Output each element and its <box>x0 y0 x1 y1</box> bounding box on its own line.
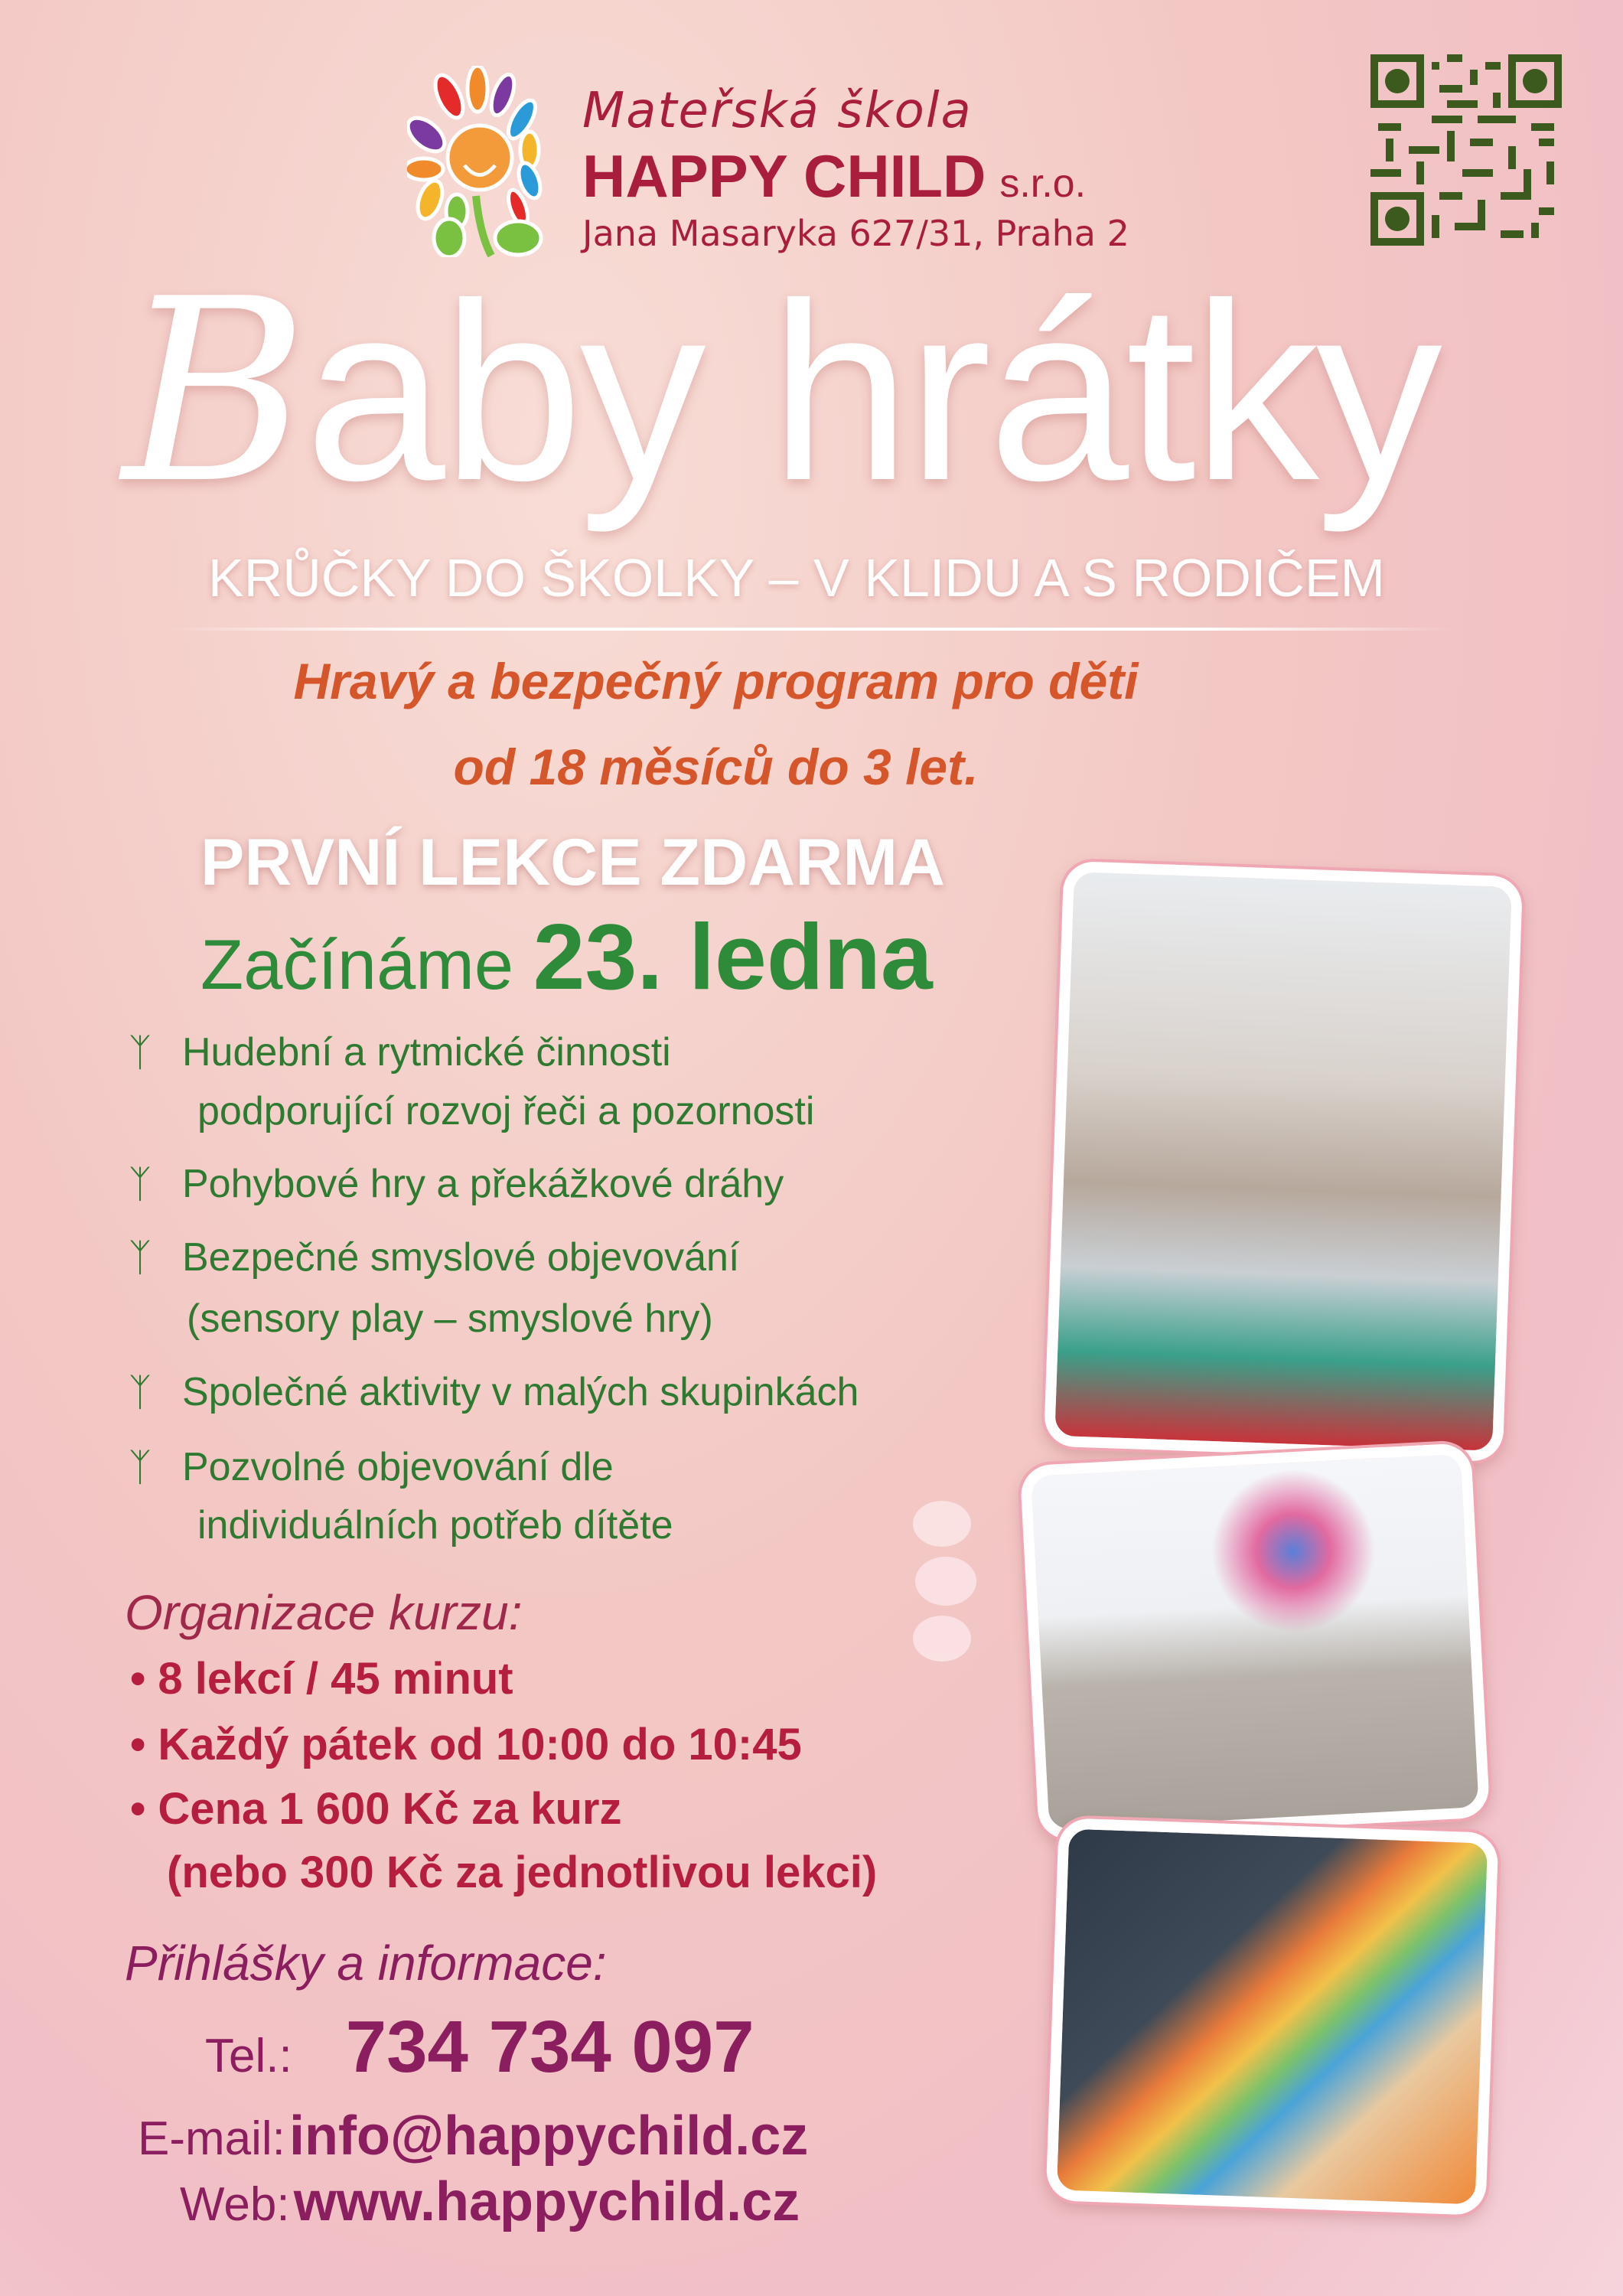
contact-heading: Přihlášky a informace: <box>125 1936 607 1991</box>
feature-text: Společné aktivity v malých skupinkách <box>182 1370 859 1414</box>
organization-item: • Každý pátek od 10:00 do 10:45 <box>130 1720 802 1769</box>
school-type: Mateřská škola <box>582 83 973 139</box>
bunny-icon: ᛉ <box>129 1446 152 1489</box>
feature-text: (sensory play – smyslové hry) <box>187 1296 713 1341</box>
start-prefix: Začínáme <box>200 926 514 1004</box>
bunny-icon: ᛉ <box>129 1031 152 1074</box>
tagline-line-1: Hravý a bezpečný program pro děti <box>293 653 1139 709</box>
feature-item <box>129 1234 739 1280</box>
phone-number[interactable]: 734 734 097 <box>345 2006 754 2088</box>
web-label: Web: <box>180 2178 290 2231</box>
feature-item-cont <box>129 1296 713 1342</box>
school-suffix: s.r.o. <box>999 161 1087 206</box>
main-title <box>122 245 1439 539</box>
organization-heading: Organizace kurzu: <box>125 1585 523 1640</box>
feature-text: Pozvolné objevování dle <box>182 1445 614 1489</box>
title-rest: aby hrátky <box>305 250 1439 533</box>
happy-child-flower-logo <box>407 66 560 257</box>
feature-text: individuálních potřeb dítěte <box>197 1503 673 1548</box>
bunny-icon: ᛉ <box>129 1163 152 1205</box>
school-address: Jana Masaryka 627/31, Praha 2 <box>582 213 1129 254</box>
photo-baby-xylophone <box>1045 1818 1498 2216</box>
school-name-text: HAPPY CHILD <box>582 142 986 210</box>
feature-text: Hudební a rytmické činnosti <box>182 1030 671 1075</box>
phone-row <box>205 2005 754 2089</box>
feature-text: Pohybové hry a překážkové dráhy <box>182 1162 784 1206</box>
feature-item <box>129 1029 671 1075</box>
birds-decoration-icon <box>900 1493 984 1669</box>
start-date <box>200 903 933 1010</box>
ornamental-divider <box>168 628 1454 631</box>
photo-painted-hands <box>1020 1443 1491 1841</box>
organization-item: • Cena 1 600 Kč za kurz <box>130 1784 622 1834</box>
email-label: E-mail: <box>138 2112 285 2165</box>
feature-text: Bezpečné smyslové objevování <box>182 1235 740 1280</box>
organization-item-cont: (nebo 300 Kč za jednotlivou lekci) <box>167 1848 878 1897</box>
first-lesson-free: PRVNÍ LEKCE ZDARMA <box>200 826 946 899</box>
organization-item-text: 8 lekcí / 45 minut <box>158 1654 513 1704</box>
title-initial: B <box>122 245 305 539</box>
organization-item: • 8 lekcí / 45 minut <box>130 1654 513 1704</box>
photo-mother-and-baby <box>1044 861 1523 1462</box>
web-link[interactable]: www.happychild.cz <box>293 2171 800 2232</box>
phone-label: Tel.: <box>205 2030 292 2082</box>
feature-item-cont <box>129 1502 673 1548</box>
email-row <box>138 2105 808 2167</box>
email-link[interactable]: info@happychild.cz <box>289 2105 809 2167</box>
school-name <box>582 142 1086 211</box>
feature-text: podporující rozvoj řeči a pozornosti <box>197 1089 815 1133</box>
bunny-icon: ᛉ <box>129 1236 152 1279</box>
feature-item-cont <box>129 1088 814 1134</box>
bunny-icon: ᛉ <box>129 1371 152 1414</box>
feature-item <box>129 1444 614 1490</box>
feature-item <box>129 1161 784 1207</box>
organization-item-text: Každý pátek od 10:00 do 10:45 <box>158 1720 802 1769</box>
qr-code[interactable] <box>1369 54 1563 246</box>
web-row <box>180 2170 800 2233</box>
start-date-value: 23. ledna <box>533 905 933 1009</box>
subtitle: KRŮČKY DO ŠKOLKY – V KLIDU A S RODIČEM <box>208 548 1385 608</box>
tagline-line-2: od 18 měsíců do 3 let. <box>453 739 979 795</box>
organization-item-text: Cena 1 600 Kč za kurz <box>158 1784 622 1834</box>
feature-item <box>129 1369 859 1415</box>
